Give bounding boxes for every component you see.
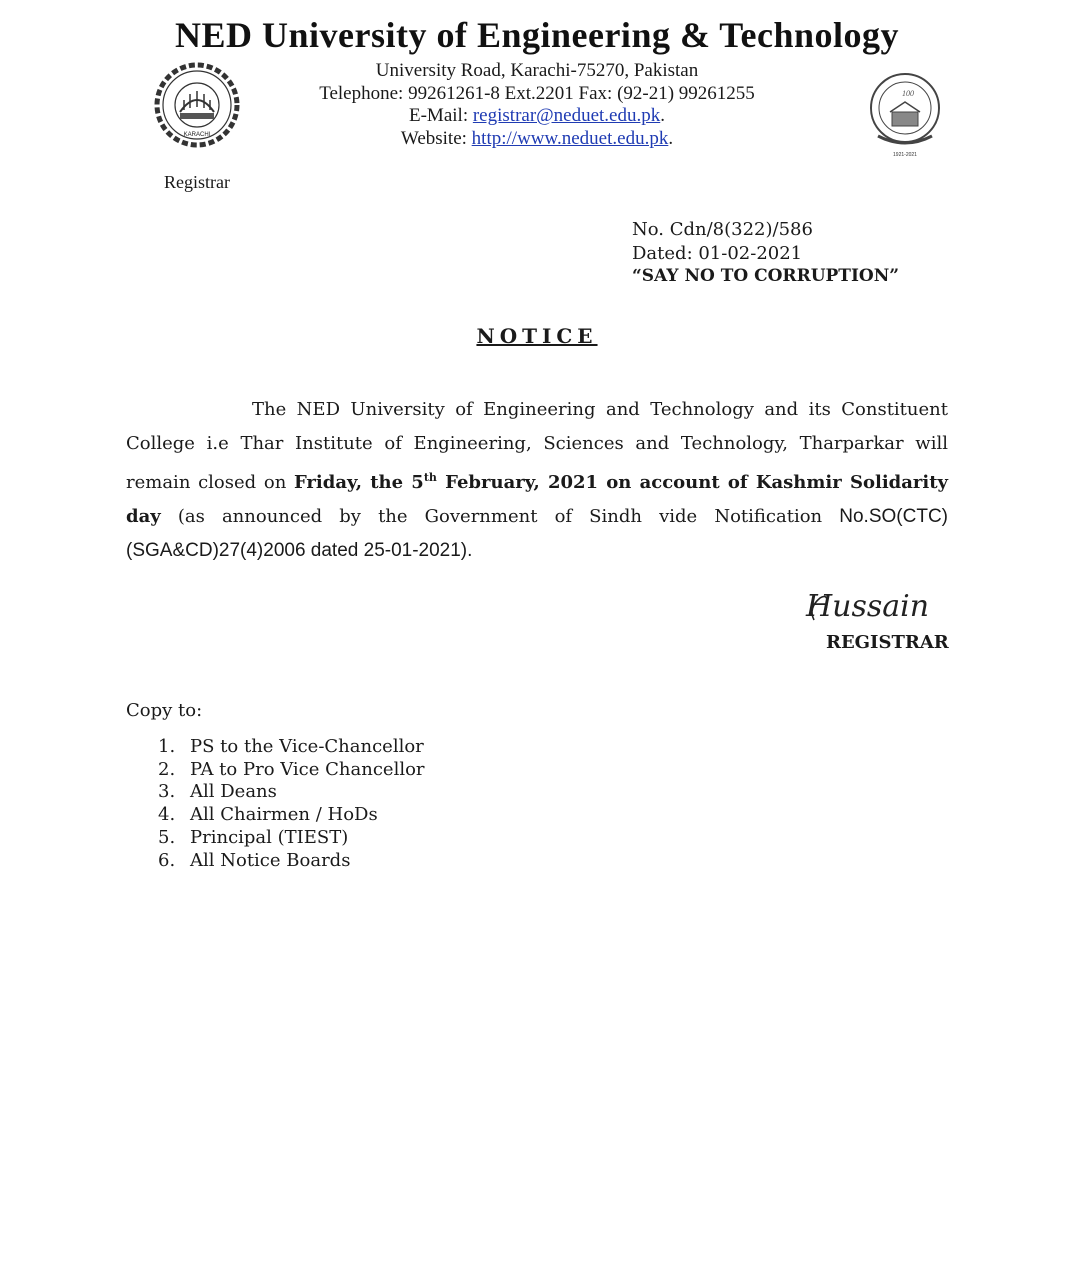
registrar-title: REGISTRAR: [826, 632, 949, 653]
copy-to-list: [158, 736, 425, 872]
left-logo-text: KARACHI: [183, 132, 211, 138]
university-name: NED University of Engineering & Technology: [174, 15, 900, 55]
notice-text-2: (as announced by the Government of Sindh vide Notification: [160, 506, 840, 527]
list-item: 4. All Chairmen / HoDs: [158, 804, 378, 826]
office-label: Registrar: [164, 172, 230, 192]
notice-heading: NOTICE: [476, 324, 598, 348]
centenary-seal-logo: [860, 70, 950, 160]
notice-body: [126, 393, 948, 568]
address-line: University Road, Karachi-75270, Pakistan: [375, 60, 699, 81]
reference-block: [632, 218, 899, 289]
notice-text-1: The NED University of Engineering and Technology and its Constituent College i.e Thar Institute of Engineering, Sciences and Technology, Tharparkar will remain closed on: [126, 399, 948, 493]
email-line: E-Mail: registrar@neduet.edu.pk.: [409, 105, 665, 126]
notice-bold-1: Friday, the 5: [293, 472, 424, 493]
slogan: “SAY NO TO CORRUPTION”: [632, 266, 900, 286]
website-line: Website: http://www.neduet.edu.pk.: [400, 127, 674, 149]
reference-number: No. Cdn/8(322)/586: [632, 219, 813, 240]
registrar-signature: [800, 580, 970, 640]
email-link[interactable]: registrar@neduet.edu.pk: [472, 105, 661, 126]
list-item: 1. PS to the Vice-Chancellor: [158, 736, 424, 757]
telephone-line: Telephone: 99261261-8 Ext.2201 Fax: (92-21) 99261255: [319, 82, 755, 104]
ned-emblem-logo: [152, 60, 242, 150]
right-logo-text: 100: [902, 89, 914, 98]
right-logo-years: 1921-2021: [893, 152, 917, 158]
website-label: Website:: [400, 127, 472, 149]
email-label: E-Mail:: [409, 105, 473, 126]
website-link[interactable]: http://www.neduet.edu.pk: [471, 127, 669, 149]
copy-to-label: Copy to:: [126, 700, 203, 721]
reference-date: Dated: 01-02-2021: [632, 242, 803, 264]
list-item: 5. Principal (TIEST): [158, 826, 349, 848]
signature-name: Hussain: [806, 589, 930, 624]
list-item: 3. All Deans: [158, 781, 277, 803]
list-item: 2. PA to Pro Vice Chancellor: [158, 758, 425, 780]
notification-reference: No.SO(CTC)(SGA&CD)27(4)2006 dated 25-01-2021).: [126, 506, 948, 561]
list-item: 6. All Notice Boards: [158, 849, 351, 871]
notice-bold-2: February, 2021 on account of Kashmir Solidarity day: [126, 472, 949, 527]
notice-superscript: th: [423, 471, 437, 484]
